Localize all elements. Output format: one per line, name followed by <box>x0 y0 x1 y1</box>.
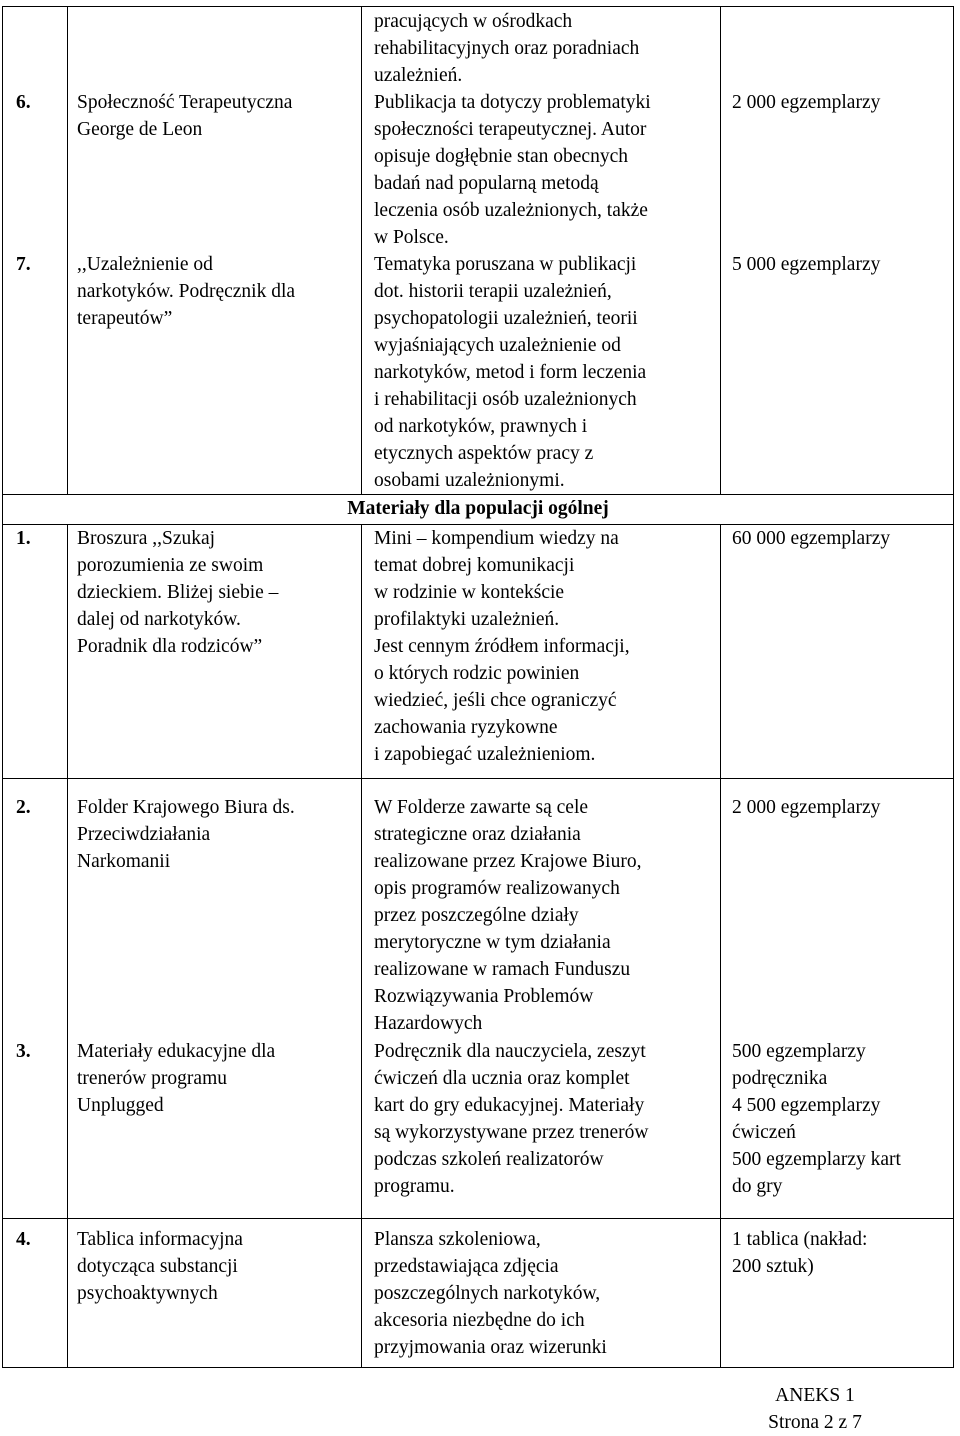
desc-line: Mini – kompendium wiedzy na <box>374 528 619 549</box>
title-line: dotycząca substancji <box>77 1256 238 1277</box>
row-number: 6. <box>16 92 31 113</box>
item-description <box>374 1038 649 1200</box>
desc-line: podczas szkoleń realizatorów <box>374 1149 604 1170</box>
item-quantity <box>732 89 880 116</box>
desc-line: w Polsce. <box>374 227 449 248</box>
title-line: dzieckiem. Bliżej siebie – <box>77 582 279 603</box>
title-line: Poradnik dla rodziców” <box>77 636 263 657</box>
col-divider-3b <box>720 524 721 1368</box>
qty-line: 4 500 egzemplarzy <box>732 1095 881 1116</box>
desc-line: ćwiczeń dla ucznia oraz komplet <box>374 1068 630 1089</box>
item-description <box>374 251 646 494</box>
title-line: Materiały edukacyjne dla <box>77 1041 276 1062</box>
desc-line: temat dobrej komunikacji <box>374 555 575 576</box>
row-number: 3. <box>16 1041 31 1062</box>
desc-line: społeczności terapeutycznej. Autor <box>374 119 647 140</box>
desc-line: Jest cennym źródłem informacji, <box>374 636 630 657</box>
item-quantity <box>732 251 880 278</box>
desc-line: badań nad popularną metodą <box>374 173 599 194</box>
page-number: Strona 2 z 7 <box>768 1412 862 1433</box>
qty-line: 2 000 egzemplarzy <box>732 92 881 113</box>
item-quantity <box>732 525 890 552</box>
desc-line: Rozwiązywania Problemów <box>374 986 594 1007</box>
col-divider-2a <box>361 6 362 494</box>
desc-line: przedstawiająca zdjęcia <box>374 1256 559 1277</box>
table-border-right <box>953 6 954 1368</box>
desc-line: wyjaśniających uzależnienie od <box>374 335 621 356</box>
item-title <box>77 89 292 143</box>
title-line: Społeczność Terapeutyczna <box>77 92 293 113</box>
row-line-3 <box>2 1218 954 1219</box>
title-line: Narkomanii <box>77 851 171 872</box>
desc-line: leczenia osób uzależnionych, także <box>374 200 648 221</box>
desc-line: i rehabilitacji osób uzależnionych <box>374 389 637 410</box>
desc-line: osobami uzależnionymi. <box>374 470 565 491</box>
item-description <box>374 525 630 768</box>
title-line: Folder Krajowego Biura ds. <box>77 797 295 818</box>
table-border-top <box>2 6 954 7</box>
row-number: 2. <box>16 797 31 818</box>
item-title <box>77 525 278 660</box>
title-line: George de Leon <box>77 119 203 140</box>
desc-line: od narkotyków, prawnych i <box>374 416 588 437</box>
title-line: Przeciwdziałania <box>77 824 211 845</box>
title-line: terapeutów” <box>77 308 173 329</box>
desc-line: narkotyków, metod i form leczenia <box>374 362 647 383</box>
row-number: 1. <box>16 528 31 549</box>
col-divider-1a <box>67 6 68 494</box>
desc-line: Publikacja ta dotyczy problematyki <box>374 92 651 113</box>
qty-line: 1 tablica (nakład: <box>732 1229 868 1250</box>
title-line: psychoaktywnych <box>77 1283 218 1304</box>
qty-line: do gry <box>732 1176 783 1197</box>
desc-line: przyjmowania oraz wizerunki <box>374 1337 607 1358</box>
title-line: Unplugged <box>77 1095 164 1116</box>
title-line: dalej od narkotyków. <box>77 609 241 630</box>
materials-table <box>2 6 954 1368</box>
qty-line: 60 000 egzemplarzy <box>732 528 891 549</box>
qty-line: 2 000 egzemplarzy <box>732 797 881 818</box>
row-number: 4. <box>16 1229 31 1250</box>
desc-line: strategiczne oraz działania <box>374 824 581 845</box>
page-footer <box>740 1382 890 1436</box>
col-divider-2b <box>361 524 362 1368</box>
desc-line: Hazardowych <box>374 1013 483 1034</box>
desc-line: i zapobiegać uzależnieniom. <box>374 744 596 765</box>
item-title <box>77 794 295 875</box>
desc-line: realizowane przez Krajowe Biuro, <box>374 851 642 872</box>
qty-line: 200 sztuk) <box>732 1256 814 1277</box>
item-description <box>374 1226 607 1361</box>
title-line: trenerów programu <box>77 1068 227 1089</box>
annex-label: ANEKS 1 <box>775 1385 855 1406</box>
title-line: narkotyków. Podręcznik dla <box>77 281 296 302</box>
desc-line: etycznych aspektów pracy z <box>374 443 594 464</box>
desc-line: programu. <box>374 1176 455 1197</box>
qty-line: 5 000 egzemplarzy <box>732 254 881 275</box>
desc-line: w rodzinie w kontekście <box>374 582 565 603</box>
item-quantity <box>732 1038 901 1200</box>
desc-line: akcesoria niezbędne do ich <box>374 1310 585 1331</box>
desc-line: uzależnień. <box>374 65 463 86</box>
item-description <box>374 89 651 251</box>
qty-line: podręcznika <box>732 1068 828 1089</box>
title-line: Broszura ,,Szukaj <box>77 528 216 549</box>
title-line: porozumienia ze swoim <box>77 555 264 576</box>
qty-line: 500 egzemplarzy kart <box>732 1149 901 1170</box>
desc-line: rehabilitacyjnych oraz poradniach <box>374 38 640 59</box>
desc-line: merytoryczne w tym działania <box>374 932 611 953</box>
qty-line: ćwiczeń <box>732 1122 796 1143</box>
row-number: 7. <box>16 254 31 275</box>
section-heading: Materiały dla populacji ogólnej <box>347 498 609 519</box>
desc-line: Plansza szkoleniowa, <box>374 1229 541 1250</box>
col-divider-1b <box>67 524 68 1368</box>
desc-line: W Folderze zawarte są cele <box>374 797 589 818</box>
item-quantity <box>732 794 880 821</box>
item-description <box>374 794 641 1037</box>
table-border-left <box>2 6 3 1368</box>
title-line: ,,Uzależnienie od <box>77 254 213 275</box>
desc-line: opis programów realizowanych <box>374 878 620 899</box>
desc-line: psychopatologii uzależnień, teorii <box>374 308 638 329</box>
item-quantity <box>732 1226 867 1280</box>
desc-line: wiedzieć, jeśli chce ograniczyć <box>374 690 617 711</box>
col-divider-3a <box>720 6 721 494</box>
desc-line: są wykorzystywane przez trenerów <box>374 1122 649 1143</box>
qty-line: 500 egzemplarzy <box>732 1041 866 1062</box>
desc-line: opisuje dogłębnie stan obecnych <box>374 146 628 167</box>
desc-line: dot. historii terapii uzależnień, <box>374 281 612 302</box>
row-line-1 <box>2 778 954 779</box>
continued-desc <box>374 8 639 89</box>
title-line: Tablica informacyjna <box>77 1229 243 1250</box>
item-title <box>77 1226 243 1307</box>
desc-line: realizowane w ramach Funduszu <box>374 959 631 980</box>
desc-line: pracujących w ośrodkach <box>374 11 573 32</box>
desc-line: profilaktyki uzależnień. <box>374 609 560 630</box>
item-title <box>77 1038 275 1119</box>
desc-line: o których rodzic powinien <box>374 663 580 684</box>
desc-line: Tematyka poruszana w publikacji <box>374 254 637 275</box>
desc-line: Podręcznik dla nauczyciela, zeszyt <box>374 1041 646 1062</box>
desc-line: przez poszczególne działy <box>374 905 579 926</box>
desc-line: zachowania ryzykowne <box>374 717 558 738</box>
desc-line: kart do gry edukacyjnej. Materiały <box>374 1095 645 1116</box>
table-border-bottom <box>2 1367 954 1368</box>
item-title <box>77 251 295 332</box>
desc-line: poszczególnych narkotyków, <box>374 1283 601 1304</box>
